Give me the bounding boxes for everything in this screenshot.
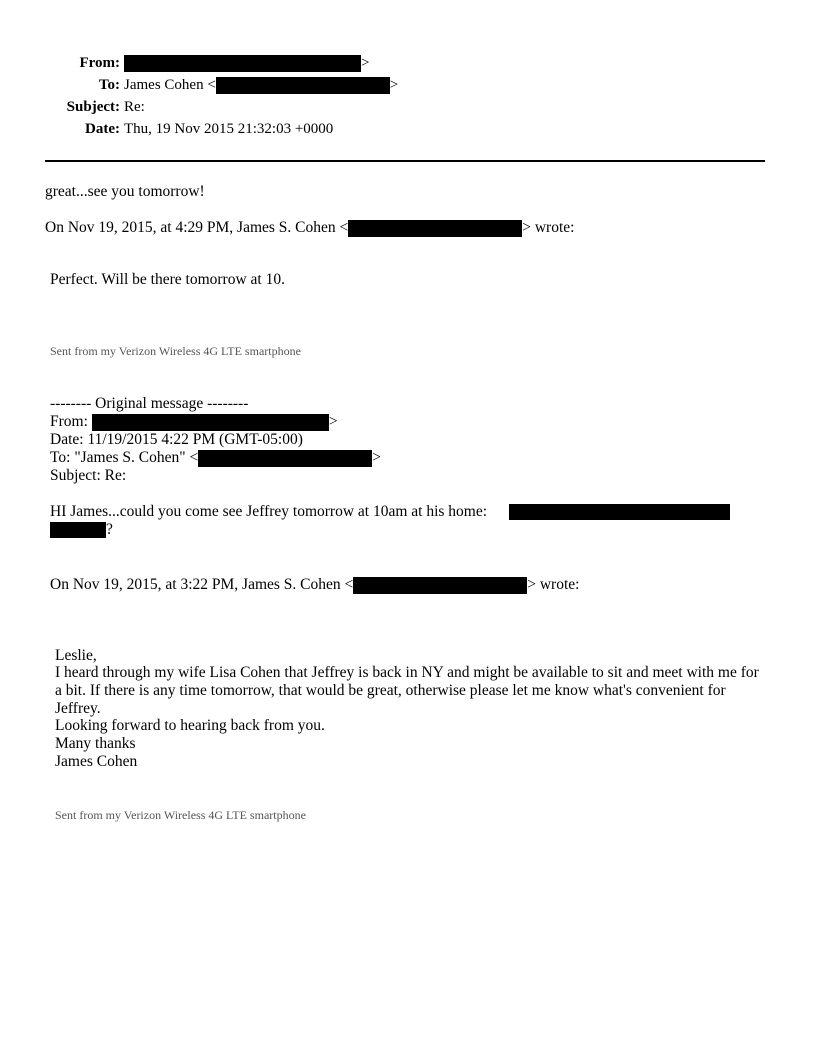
original-quote-intro: [50, 576, 579, 594]
original-body-line-1: [50, 503, 487, 521]
redaction-bar: [198, 450, 372, 467]
to-suffix: >: [389, 77, 399, 93]
original-body-suffix: ?: [106, 521, 113, 538]
redaction-bar: [92, 414, 329, 431]
quoted-line-name: James Cohen: [55, 753, 138, 770]
date-label: Date:: [85, 121, 120, 137]
subject-value: Re:: [124, 99, 145, 115]
redaction-bar: [216, 77, 390, 94]
original-subject: Subject: Re:: [50, 467, 127, 484]
redaction-bar: [50, 522, 106, 538]
original-body-line-2: [50, 521, 113, 539]
original-to: [50, 449, 381, 467]
original-quote-intro-prefix: On Nov 19, 2015, at 3:22 PM, James S. Cohen <: [50, 576, 354, 593]
header-divider: [45, 160, 765, 162]
original-to-suffix: >: [372, 449, 381, 466]
original-from: [50, 413, 338, 431]
from-label: From:: [79, 55, 120, 71]
from-suffix: >: [361, 55, 370, 71]
original-message-divider: -------- Original message --------: [50, 395, 249, 412]
original-from-suffix: >: [328, 413, 338, 430]
original-date: Date: 11/19/2015 4:22 PM (GMT-05:00): [50, 431, 303, 448]
original-quote-intro-suffix: > wrote:: [527, 576, 580, 593]
quoted-paragraph: I heard through my wife Lisa Cohen that Jeffrey is back in NY and might be available to sit and meet with me for a bit. If there is any time tomorrow, that would be great, otherwise please let me know what's convenient for Jeffrey.: [55, 664, 759, 717]
quoted-message-text: Perfect. Will be there tomorrow at 10.: [50, 271, 285, 288]
redaction-bar: [353, 577, 527, 594]
to-name: James Cohen <: [124, 77, 216, 93]
signature: Sent from my Verizon Wireless 4G LTE smartphone: [50, 344, 301, 358]
to-label: To:: [98, 77, 120, 93]
date-value: Thu, 19 Nov 2015 21:32:03 +0000: [124, 121, 334, 137]
quoted-line-thanks: Many thanks: [55, 735, 136, 752]
reply-text: great...see you tomorrow!: [45, 183, 205, 200]
subject-label: Subject:: [66, 99, 120, 115]
quote-intro-prefix: On Nov 19, 2015, at 4:29 PM, James S. Cohen <: [45, 219, 349, 236]
from-value: [124, 54, 369, 72]
quoted-greeting: Leslie,: [55, 647, 97, 664]
redaction-bar: [348, 220, 522, 237]
to-value: [124, 76, 398, 94]
original-body-prefix: HI James...could you come see Jeffrey tomorrow at 10am at his home:: [50, 503, 488, 520]
signature: Sent from my Verizon Wireless 4G LTE smartphone: [55, 808, 306, 822]
quoted-line-forward: Looking forward to hearing back from you.: [55, 717, 325, 734]
quote-intro-suffix: > wrote:: [522, 219, 575, 236]
original-from-prefix: From:: [50, 413, 88, 430]
reply-quote-intro: [45, 219, 574, 237]
redaction-bar: [509, 504, 730, 520]
original-to-prefix: To: "James S. Cohen" <: [50, 449, 199, 466]
redaction-bar: [124, 55, 361, 72]
